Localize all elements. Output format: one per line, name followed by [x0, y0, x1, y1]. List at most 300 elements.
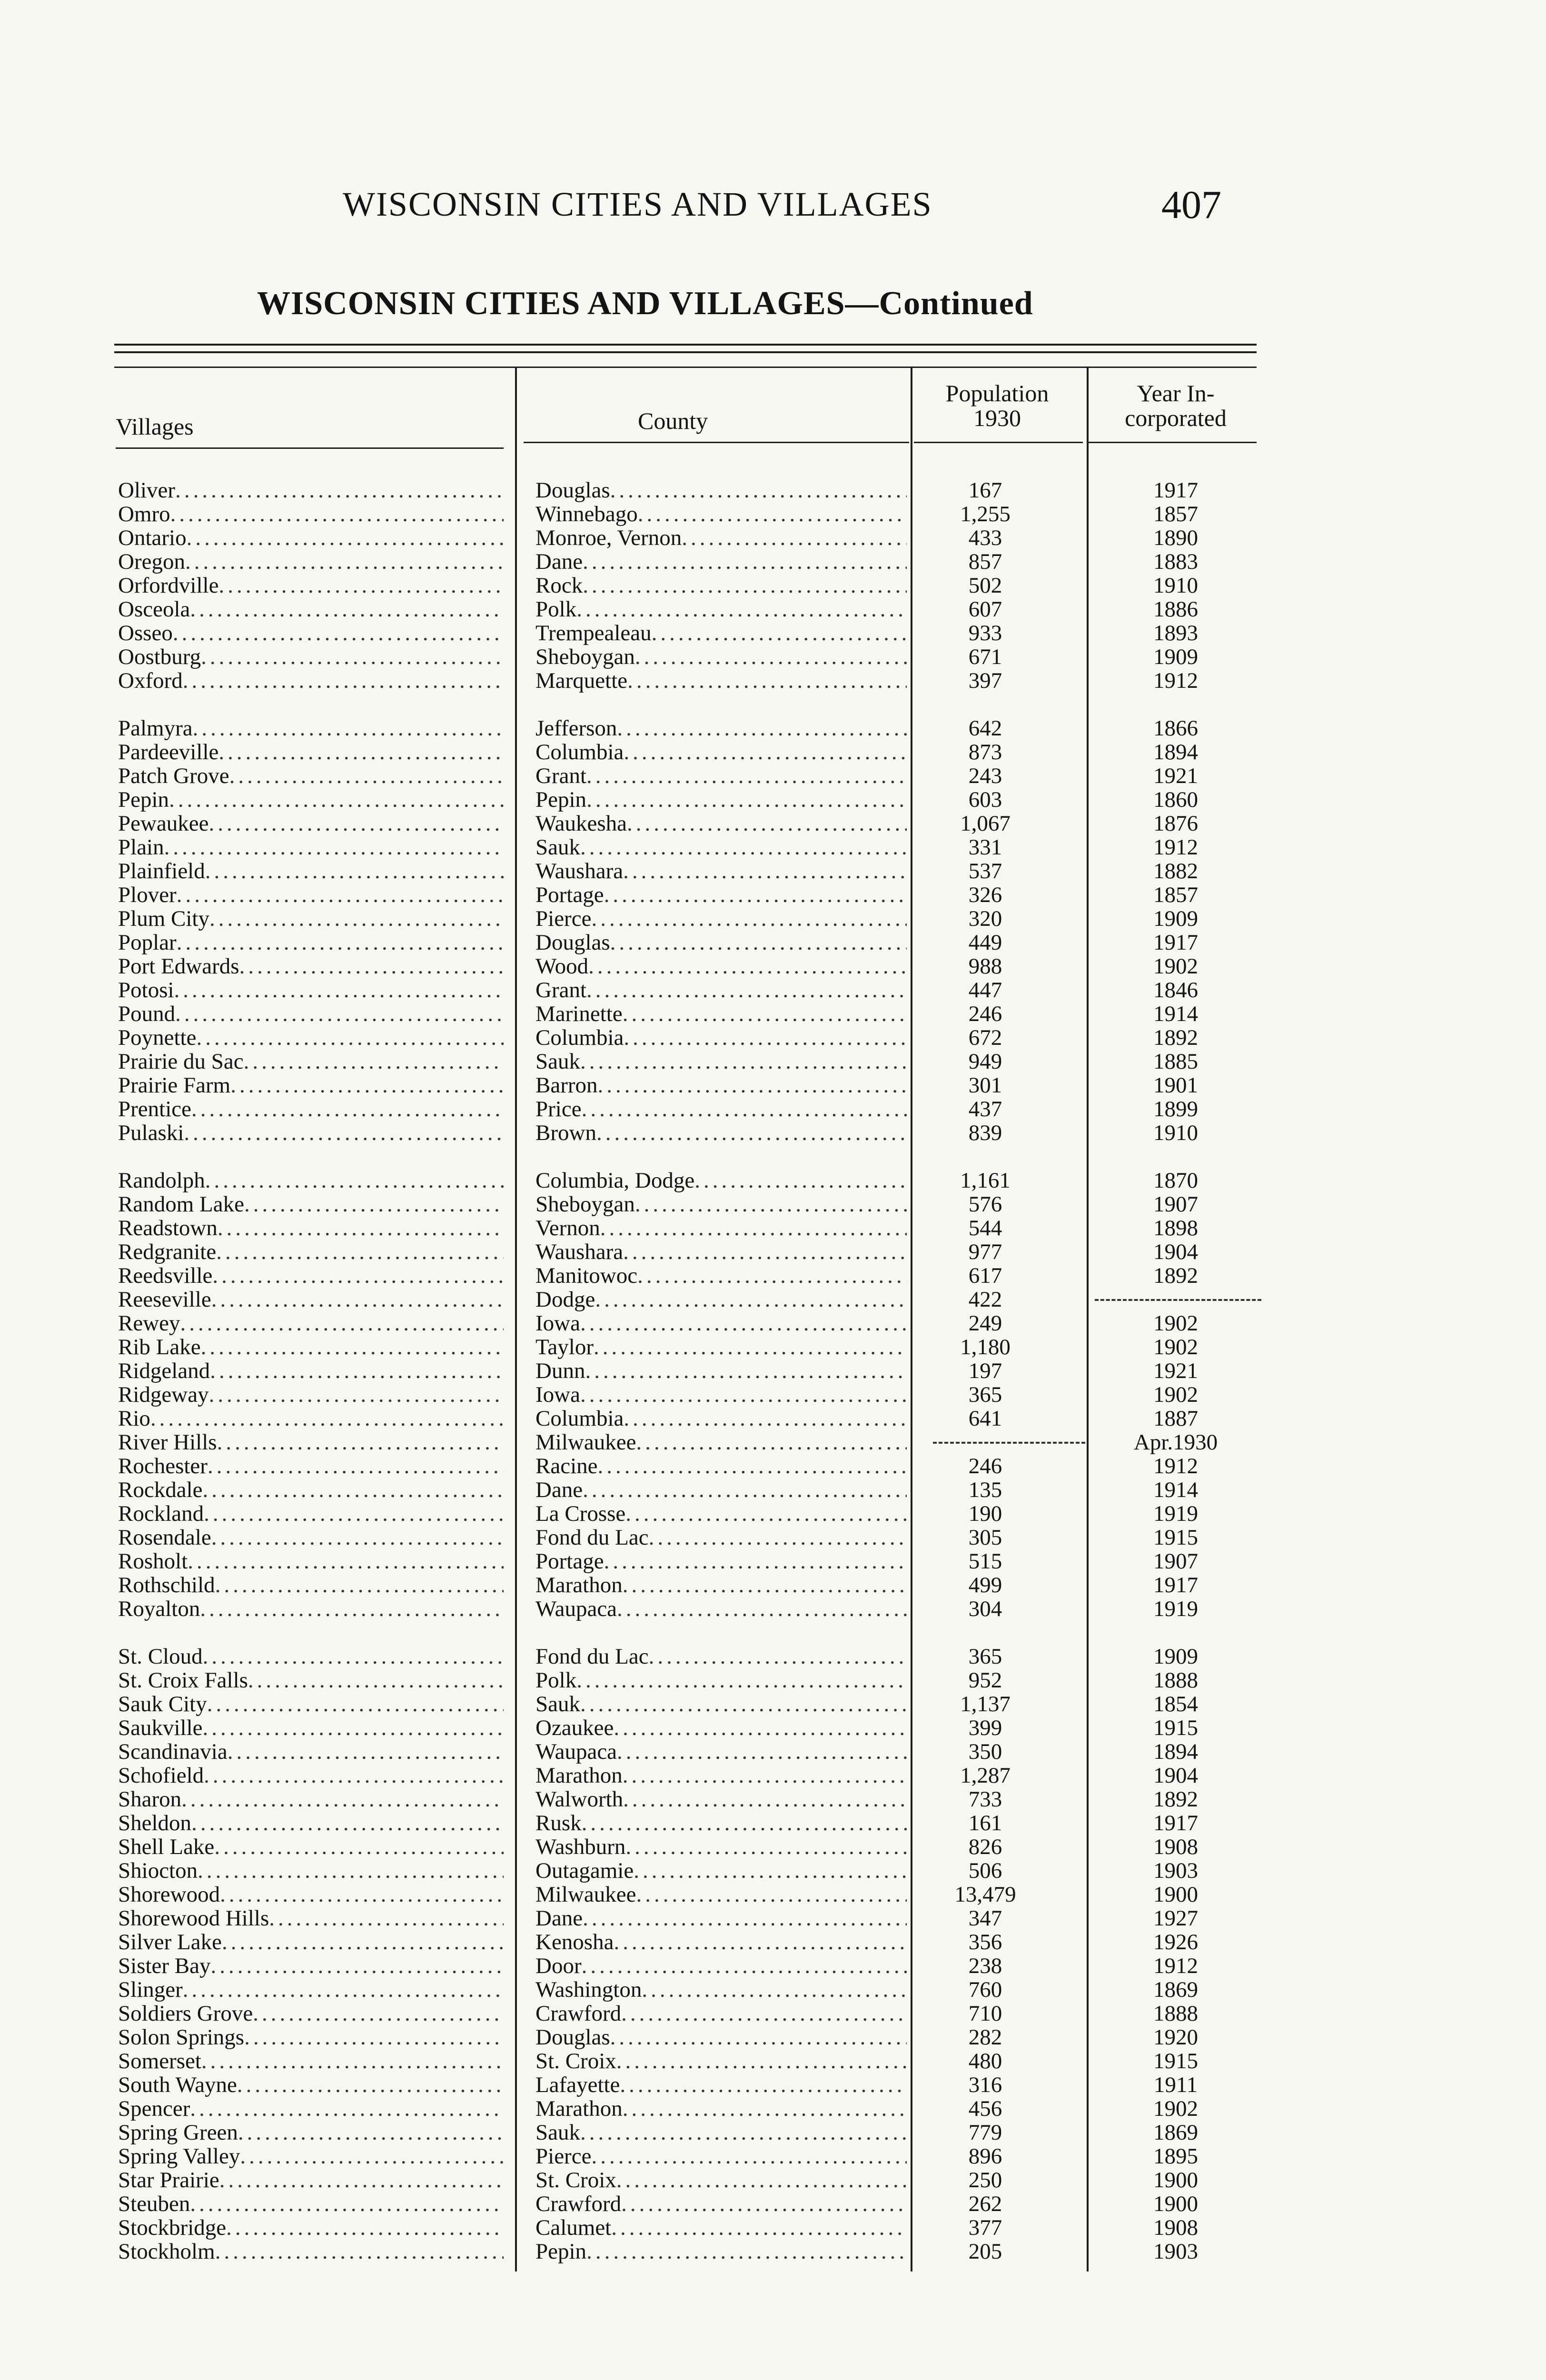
county-name: Ozaukee .....	[535, 1716, 907, 1740]
table-row	[0, 1383, 1546, 1407]
village-name: Prairie Farm .....	[118, 1073, 504, 1097]
year-value: 1908	[1153, 2216, 1198, 2240]
village-name: Silver Lake .....	[118, 1930, 504, 1954]
county-name: Racine .....	[535, 1454, 907, 1478]
county-name: Washington .....	[535, 1978, 907, 2002]
table-row	[0, 1954, 1546, 1978]
population-value: 641	[968, 1407, 1002, 1430]
population-value: 760	[968, 1978, 1002, 2002]
year-value: 1915	[1153, 1526, 1198, 1549]
county-name: Portage .....	[535, 1549, 907, 1573]
village-name: Pulaski .....	[118, 1121, 504, 1145]
year-value: 1869	[1153, 2121, 1198, 2144]
population-value: 449	[968, 931, 1002, 954]
year-value: 1882	[1153, 859, 1198, 883]
population-value: 480	[968, 2049, 1002, 2073]
county-name: Grant .....	[535, 978, 907, 1002]
village-name: Spring Valley .....	[118, 2144, 504, 2168]
header-population-line2: 1930	[973, 405, 1021, 431]
village-name: Steuben .....	[118, 2192, 504, 2216]
population-value: 857	[968, 550, 1002, 574]
table-row	[0, 883, 1546, 907]
village-name: Rockland .....	[118, 1502, 504, 1526]
population-value: 190	[968, 1502, 1002, 1526]
table-row	[0, 1478, 1546, 1502]
population-value: 576	[968, 1192, 1002, 1216]
table-row	[0, 1787, 1546, 1811]
population-value: 617	[968, 1264, 1002, 1288]
county-name: Milwaukee .....	[535, 1883, 907, 1906]
table-row	[0, 574, 1546, 597]
county-name: Fond du Lac .....	[535, 1645, 907, 1668]
county-name: Outagamie .....	[535, 1859, 907, 1883]
table-row	[0, 1454, 1546, 1478]
year-value: 1888	[1153, 2002, 1198, 2025]
table-row	[0, 1264, 1546, 1288]
village-name: Rewey .....	[118, 1311, 504, 1335]
population-value: 167	[968, 478, 1002, 502]
year-value: 1857	[1153, 883, 1198, 907]
year-value: 1902	[1153, 954, 1198, 978]
population-value: 350	[968, 1740, 1002, 1764]
table-row	[0, 1192, 1546, 1216]
table-row	[0, 2121, 1546, 2144]
year-value: 1887	[1153, 1407, 1198, 1430]
county-name: Jefferson .....	[535, 716, 907, 740]
population-value: 779	[968, 2121, 1002, 2144]
county-name: Marathon .....	[535, 2097, 907, 2121]
village-name: St. Croix Falls .....	[118, 1668, 504, 1692]
year-value: 1907	[1153, 1192, 1198, 1216]
population-value: 305	[968, 1526, 1002, 1549]
population-value: 1,287	[960, 1764, 1011, 1787]
table-row	[0, 978, 1546, 1002]
year-value: 1902	[1153, 1311, 1198, 1335]
population-value: 377	[968, 2216, 1002, 2240]
county-name: Waushara .....	[535, 1240, 907, 1264]
county-name: Polk .....	[535, 1668, 907, 1692]
village-name: Reedsville .....	[118, 1264, 504, 1288]
table-row	[0, 2216, 1546, 2240]
table-row	[0, 502, 1546, 526]
running-head: WISCONSIN CITIES AND VILLAGES	[343, 185, 932, 223]
village-name: Royalton .....	[118, 1597, 504, 1621]
table-row	[0, 1407, 1546, 1430]
population-value: 347	[968, 1906, 1002, 1930]
village-name: Reeseville .....	[118, 1288, 504, 1311]
table-row	[0, 859, 1546, 883]
village-name: Plover .....	[118, 883, 504, 907]
county-name: Iowa .....	[535, 1311, 907, 1335]
village-name: Stockbridge .....	[118, 2216, 504, 2240]
year-value: 1909	[1153, 1645, 1198, 1668]
header-year	[1090, 381, 1261, 430]
county-name: Winnebago .....	[535, 502, 907, 526]
year-value: 1900	[1153, 1883, 1198, 1906]
county-name: Pierce .....	[535, 2144, 907, 2168]
population-value: 282	[968, 2025, 1002, 2049]
population-value: 13,479	[954, 1883, 1016, 1906]
year-value: 1895	[1153, 2144, 1198, 2168]
village-name: Saukville .....	[118, 1716, 504, 1740]
table-row	[0, 835, 1546, 859]
table-row	[0, 1549, 1546, 1573]
village-name: Stockholm .....	[118, 2240, 504, 2263]
table-row	[0, 1430, 1546, 1454]
population-value: 499	[968, 1573, 1002, 1597]
population-value: 249	[968, 1311, 1002, 1335]
village-name: Poplar .....	[118, 931, 504, 954]
county-name: Douglas .....	[535, 931, 907, 954]
table-row	[0, 1906, 1546, 1930]
top-rule-2	[114, 351, 1257, 353]
table-row	[0, 1597, 1546, 1621]
year-value: 1903	[1153, 1859, 1198, 1883]
population-value: 826	[968, 1835, 1002, 1859]
table-row	[0, 2002, 1546, 2025]
header-year-line1: Year In-	[1137, 380, 1215, 407]
village-name: Shorewood .....	[118, 1883, 504, 1906]
county-name: Price .....	[535, 1097, 907, 1121]
table-body	[0, 478, 1546, 2263]
village-name: Sauk City .....	[118, 1692, 504, 1716]
village-name: Oxford .....	[118, 669, 504, 693]
county-name: Manitowoc .....	[535, 1264, 907, 1288]
village-name: Sheldon .....	[118, 1811, 504, 1835]
population-value: 873	[968, 740, 1002, 764]
county-name: Sauk .....	[535, 2121, 907, 2144]
county-name: Pierce .....	[535, 907, 907, 931]
village-name: Rio .....	[118, 1407, 504, 1430]
table-row	[0, 550, 1546, 574]
table-row	[0, 478, 1546, 502]
table-row	[0, 1502, 1546, 1526]
table-row	[0, 1288, 1546, 1311]
table-row	[0, 2097, 1546, 2121]
village-name: Slinger .....	[118, 1978, 504, 2002]
table-row	[0, 1121, 1546, 1145]
population-value: 1,067	[960, 812, 1011, 835]
county-name: Dane .....	[535, 1478, 907, 1502]
village-name: Star Prairie .....	[118, 2168, 504, 2192]
page-number: 407	[1161, 183, 1221, 227]
village-name: Osceola .....	[118, 597, 504, 621]
village-name: Pound .....	[118, 1002, 504, 1026]
year-value: 1926	[1153, 1930, 1198, 1954]
village-name: Prairie du Sac .....	[118, 1050, 504, 1073]
village-name: Pepin .....	[118, 788, 504, 812]
year-value: 1914	[1153, 1002, 1198, 1026]
year-value: 1894	[1153, 1740, 1198, 1764]
population-value: 135	[968, 1478, 1002, 1502]
county-name: Grant .....	[535, 764, 907, 788]
county-name: Lafayette .....	[535, 2073, 907, 2097]
year-value: 1908	[1153, 1835, 1198, 1859]
table-row	[0, 788, 1546, 812]
village-name: Redgranite .....	[118, 1240, 504, 1264]
table-row	[0, 812, 1546, 835]
village-name: River Hills .....	[118, 1430, 504, 1454]
county-name: Marquette .....	[535, 669, 907, 693]
county-name: Iowa .....	[535, 1383, 907, 1407]
village-name: Rochester .....	[118, 1454, 504, 1478]
table-row	[0, 2144, 1546, 2168]
group-gap	[0, 1145, 1546, 1169]
year-value: 1903	[1153, 2240, 1198, 2263]
year-value: 1892	[1153, 1264, 1198, 1288]
year-value: 1909	[1153, 907, 1198, 931]
village-name: Oostburg .....	[118, 645, 504, 669]
table-row	[0, 1050, 1546, 1073]
population-value: 642	[968, 716, 1002, 740]
population-value: 243	[968, 764, 1002, 788]
population-value: 320	[968, 907, 1002, 931]
population-value: 1,180	[960, 1335, 1011, 1359]
county-name: Sheboygan .....	[535, 1192, 907, 1216]
year-value: 1854	[1153, 1692, 1198, 1716]
year-value: 1919	[1153, 1502, 1198, 1526]
population-value: 250	[968, 2168, 1002, 2192]
year-value: 1917	[1153, 1573, 1198, 1597]
year-value: 1899	[1153, 1097, 1198, 1121]
county-name: Door .....	[535, 1954, 907, 1978]
village-name: Plainfield .....	[118, 859, 504, 883]
population-value: 397	[968, 669, 1002, 693]
year-value: 1904	[1153, 1240, 1198, 1264]
village-name: Spencer .....	[118, 2097, 504, 2121]
village-name: Random Lake .....	[118, 1192, 504, 1216]
county-name: Marathon .....	[535, 1573, 907, 1597]
county-name: Taylor .....	[535, 1335, 907, 1359]
village-name: Plum City .....	[118, 907, 504, 931]
table-row	[0, 1240, 1546, 1264]
village-name: Schofield .....	[118, 1764, 504, 1787]
year-value: Apr.1930	[1133, 1430, 1218, 1454]
year-dashes	[1095, 1299, 1261, 1301]
year-value: 1883	[1153, 550, 1198, 574]
county-name: St. Croix .....	[535, 2168, 907, 2192]
table-row	[0, 740, 1546, 764]
table-row	[0, 1859, 1546, 1883]
year-value: 1902	[1153, 1335, 1198, 1359]
county-name: Milwaukee .....	[535, 1430, 907, 1454]
population-value: 502	[968, 574, 1002, 597]
year-value: 1921	[1153, 1359, 1198, 1383]
county-name: Waupaca .....	[535, 1740, 907, 1764]
county-name: St. Croix .....	[535, 2049, 907, 2073]
county-name: Washburn .....	[535, 1835, 907, 1859]
year-value: 1857	[1153, 502, 1198, 526]
county-name: Dunn .....	[535, 1359, 907, 1383]
village-name: Shell Lake .....	[118, 1835, 504, 1859]
population-value: 262	[968, 2192, 1002, 2216]
county-name: Columbia .....	[535, 740, 907, 764]
year-value: 1912	[1153, 1954, 1198, 1978]
table-row	[0, 716, 1546, 740]
population-value: 733	[968, 1787, 1002, 1811]
table-row	[0, 1359, 1546, 1383]
county-name: Pepin .....	[535, 2240, 907, 2263]
county-name: Douglas .....	[535, 2025, 907, 2049]
table-row	[0, 2025, 1546, 2049]
population-value: 977	[968, 1240, 1002, 1264]
year-value: 1927	[1153, 1906, 1198, 1930]
year-value: 1912	[1153, 835, 1198, 859]
county-name: Calumet .....	[535, 2216, 907, 2240]
table-row	[0, 1335, 1546, 1359]
village-name: Rosholt .....	[118, 1549, 504, 1573]
table-row	[0, 1740, 1546, 1764]
year-value: 1915	[1153, 1716, 1198, 1740]
village-name: Plain .....	[118, 835, 504, 859]
county-name: Vernon .....	[535, 1216, 907, 1240]
table-row	[0, 1930, 1546, 1954]
county-name: Columbia, Dodge .....	[535, 1169, 907, 1192]
population-value: 1,137	[960, 1692, 1011, 1716]
village-name: Orfordville .....	[118, 574, 504, 597]
population-value: 607	[968, 597, 1002, 621]
village-name: Rothschild .....	[118, 1573, 504, 1597]
population-dashes	[933, 1442, 1085, 1444]
population-value: 246	[968, 1002, 1002, 1026]
year-value: 1907	[1153, 1549, 1198, 1573]
county-name: Marathon .....	[535, 1764, 907, 1787]
village-name: Rockdale .....	[118, 1478, 504, 1502]
population-value: 365	[968, 1645, 1002, 1668]
header-population	[931, 381, 1064, 430]
table-row	[0, 1002, 1546, 1026]
population-value: 515	[968, 1549, 1002, 1573]
year-value: 1910	[1153, 574, 1198, 597]
year-value: 1885	[1153, 1050, 1198, 1073]
county-name: Dane .....	[535, 1906, 907, 1930]
village-name: Patch Grove .....	[118, 764, 504, 788]
county-name: Rock .....	[535, 574, 907, 597]
population-value: 437	[968, 1097, 1002, 1121]
county-name: Columbia .....	[535, 1026, 907, 1050]
table-row	[0, 1668, 1546, 1692]
population-value: 1,255	[960, 502, 1011, 526]
county-name: Sheboygan .....	[535, 645, 907, 669]
table-row	[0, 526, 1546, 550]
year-value: 1892	[1153, 1026, 1198, 1050]
village-name: Somerset .....	[118, 2049, 504, 2073]
population-value: 671	[968, 645, 1002, 669]
table-row	[0, 1835, 1546, 1859]
table-row	[0, 764, 1546, 788]
county-name: Rusk .....	[535, 1811, 907, 1835]
county-name: Sauk .....	[535, 1692, 907, 1716]
table-row	[0, 931, 1546, 954]
village-name: Ridgeland .....	[118, 1359, 504, 1383]
population-value: 672	[968, 1026, 1002, 1050]
table-row	[0, 669, 1546, 693]
header-underline-county	[524, 442, 909, 443]
table-title: WISCONSIN CITIES AND VILLAGES—Continued	[257, 285, 1033, 322]
county-name: Sauk .....	[535, 1050, 907, 1073]
village-name: Shiocton .....	[118, 1859, 504, 1883]
table-row	[0, 2049, 1546, 2073]
county-name: Crawford .....	[535, 2002, 907, 2025]
header-underline-villages	[116, 447, 504, 449]
village-name: Shorewood Hills .....	[118, 1906, 504, 1930]
county-name: Monroe, Vernon .....	[535, 526, 907, 550]
village-name: Port Edwards .....	[118, 954, 504, 978]
population-value: 447	[968, 978, 1002, 1002]
population-value: 365	[968, 1383, 1002, 1407]
village-name: St. Cloud .....	[118, 1645, 504, 1668]
year-value: 1909	[1153, 645, 1198, 669]
county-name: Sauk .....	[535, 835, 907, 859]
population-value: 197	[968, 1359, 1002, 1383]
population-value: 326	[968, 883, 1002, 907]
header-underline-year	[1088, 442, 1257, 443]
population-value: 246	[968, 1454, 1002, 1478]
county-name: Douglas .....	[535, 478, 907, 502]
header-rule-top	[114, 367, 1257, 368]
county-name: Wood .....	[535, 954, 907, 978]
county-name: Kenosha .....	[535, 1930, 907, 1954]
group-gap	[0, 1621, 1546, 1645]
village-name: Soldiers Grove .....	[118, 2002, 504, 2025]
header-underline-population	[914, 442, 1083, 443]
year-value: 1912	[1153, 1454, 1198, 1478]
population-value: 331	[968, 835, 1002, 859]
table-row	[0, 2240, 1546, 2263]
table-row	[0, 1716, 1546, 1740]
year-value: 1860	[1153, 788, 1198, 812]
year-value: 1886	[1153, 597, 1198, 621]
year-value: 1900	[1153, 2168, 1198, 2192]
table-row	[0, 1526, 1546, 1549]
population-value: 896	[968, 2144, 1002, 2168]
year-value: 1910	[1153, 1121, 1198, 1145]
year-value: 1917	[1153, 478, 1198, 502]
population-value: 316	[968, 2073, 1002, 2097]
village-name: Spring Green .....	[118, 2121, 504, 2144]
year-value: 1894	[1153, 740, 1198, 764]
table-row	[0, 2168, 1546, 2192]
year-value: 1893	[1153, 621, 1198, 645]
header-county: County	[638, 407, 708, 434]
table-row	[0, 1169, 1546, 1192]
table-row	[0, 621, 1546, 645]
table-row	[0, 645, 1546, 669]
county-name: Brown .....	[535, 1121, 907, 1145]
population-value: 356	[968, 1930, 1002, 1954]
table-row	[0, 1978, 1546, 2002]
village-name: South Wayne .....	[118, 2073, 504, 2097]
village-name: Ridgeway .....	[118, 1383, 504, 1407]
table-row	[0, 1026, 1546, 1050]
year-value: 1917	[1153, 931, 1198, 954]
county-name: Trempealeau .....	[535, 621, 907, 645]
village-name: Potosi .....	[118, 978, 504, 1002]
village-name: Rib Lake .....	[118, 1335, 504, 1359]
header-year-line2: corporated	[1125, 405, 1227, 431]
village-name: Poynette .....	[118, 1026, 504, 1050]
table-row	[0, 597, 1546, 621]
county-name: Waukesha .....	[535, 812, 907, 835]
top-rule-1	[114, 344, 1257, 346]
village-name: Osseo .....	[118, 621, 504, 645]
year-value: 1914	[1153, 1478, 1198, 1502]
year-value: 1904	[1153, 1764, 1198, 1787]
table-row	[0, 1073, 1546, 1097]
village-name: Pardeeville .....	[118, 740, 504, 764]
village-name: Prentice .....	[118, 1097, 504, 1121]
population-value: 839	[968, 1121, 1002, 1145]
